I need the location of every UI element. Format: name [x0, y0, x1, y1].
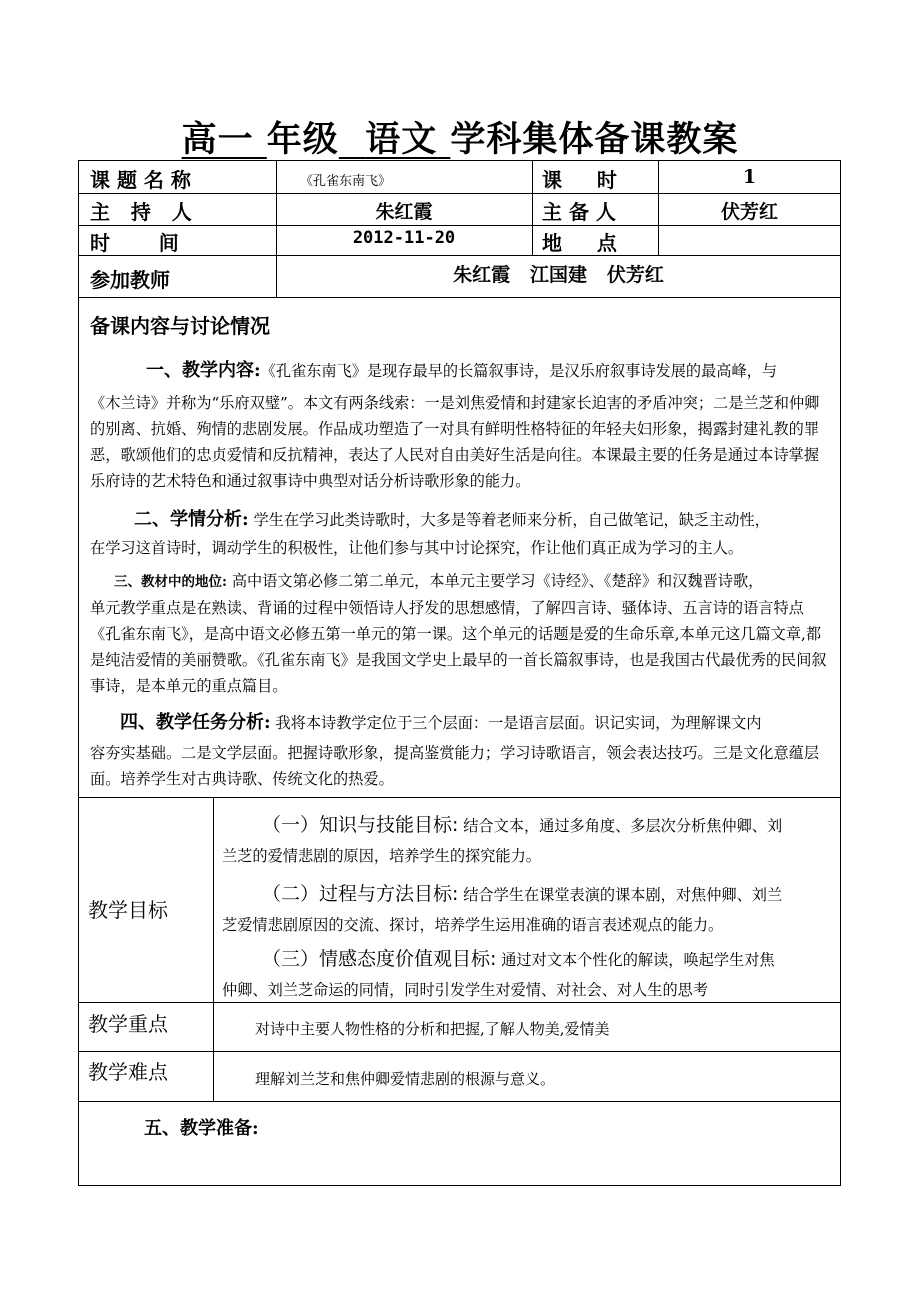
preparer-value: 伏芳红 [720, 201, 778, 223]
teachers-value: 朱红霞 江国建 伏芳红 [453, 264, 664, 286]
difficulties-text: 理解刘兰芝和焦仲卿爱情悲剧的根源与意义。 [255, 1070, 556, 1088]
section-1-heading: 一、教学内容: [146, 360, 261, 381]
section-teaching-content [90, 358, 834, 494]
goal-1-line2: 兰芝的爱情悲剧的原因，培养学生的探究能力。 [222, 847, 541, 865]
goal-3-line1: 通过对文本个性化的解读，唤起学生对焦 [501, 951, 775, 969]
row-divider [78, 797, 841, 798]
section-4-line1: 我将本诗教学定位于三个层面：一是语言层面。识记实词，为理解课文内 [275, 714, 762, 732]
host-value: 朱红霞 [375, 201, 433, 223]
section-2-heading: 二、学情分析: [134, 509, 249, 530]
section-2-line1: 学生在学习此类诗歌时，大多是等着老师来分析，自己做笔记，缺乏主动性， [253, 511, 770, 529]
col-divider [532, 160, 533, 256]
section-4-heading: 四、教学任务分析: [120, 712, 271, 733]
content-heading: 备课内容与讨论情况 [90, 314, 270, 338]
place-label: 地 点 [542, 231, 617, 255]
row-divider [78, 297, 841, 298]
goal-3-line2: 仲卿、刘兰芝命运的同情，同时引发学生对爱情、对社会、对人生的思考 [222, 981, 708, 999]
section-1-body: 《木兰诗》并称为“乐府双璧”。本文有两条线索：一是刘焦爱情和封建家长迫害的矛盾冲突；二是兰芝和仲卿的别离、抗婚、殉情的悲剧发展。作品成功塑造了一对具有鲜明性格特征的年轻夫妇形象，揭露封建礼教的罪恶，歌颂他们的忠贞爱情和反抗精神，表达了人民对自由美好生活是向往。本课最主要的任务是通过本诗掌握乐府诗的艺术特色和通过叙事诗中典型对话分析诗歌形象的能力。 [90, 394, 820, 490]
section-3-line1: 高中语文第必修二第二单元，本单元主要学习《诗经》、《楚辞》和汉魏晋诗歌， [231, 572, 764, 590]
key-points-label: 教学重点 [88, 1012, 168, 1036]
hours-label: 课 时 [542, 168, 617, 192]
goal-2-heading: （二）过程与方法目标: [262, 883, 459, 905]
goal-2-line1: 结合学生在课堂表演的课本剧，对焦仲卿、刘兰 [463, 886, 783, 904]
teachers-label: 参加教师 [90, 268, 170, 292]
section-3-heading: 三、教材中的地位: [114, 574, 227, 590]
goals-label: 教学目标 [88, 898, 168, 922]
section-1-line1: 《孔雀东南飞》是现存最早的长篇叙事诗，是汉乐府叙事诗发展的最高峰，与 [260, 362, 778, 380]
goal-3-heading: （三）情感态度价值观目标: [262, 948, 497, 970]
title-grade: 高一 [181, 119, 254, 160]
host-label: 主 持 人 [90, 200, 192, 224]
difficulties-label: 教学难点 [88, 1060, 168, 1084]
section-2-body: 在学习这首诗时，调动学生的积极性，让他们参与其中讨论探究，作让他们真正成为学习的主人。 [90, 539, 744, 557]
row-divider [78, 1051, 841, 1052]
section-3-body: 单元教学重点是在熟读、背诵的过程中领悟诗人抒发的思想感情，了解四言诗、骚体诗、五言诗的语言特点《孔雀东南飞》，是高中语文必修五第一单元的第一课。这个单元的话题是爱的生命乐章,本单元这几篇文章,都是纯洁爱情的美丽赞歌。《孔雀东南飞》是我国文学史上最早的一首长篇叙事诗，也是我国古代最优秀的民间叙事诗，是本单元的重点篇目。 [90, 599, 827, 695]
hours-value: 1 [742, 166, 757, 188]
section-4-body: 容夯实基础。二是文学层面。把握诗歌形象，提高鉴赏能力；学习诗歌语言，领会表达技巧。三是文化意蕴层面。培养学生对古典诗歌、传统文化的热爱。 [90, 744, 819, 788]
title-subject-suffix: 学科集体备课教案 [450, 119, 739, 160]
row-divider [78, 225, 841, 226]
topic-label: 课 题 名 称 [90, 168, 191, 192]
goal-1-heading: （一）知识与技能目标: [262, 814, 459, 836]
section-textbook-position [90, 568, 834, 699]
row-divider [78, 255, 841, 256]
key-points-text: 对诗中主要人物性格的分析和把握,了解人物美,爱情美 [255, 1020, 610, 1038]
title-grade-suffix: 年级 [266, 119, 339, 160]
col-divider [213, 797, 214, 1102]
title-subject: 语文 [365, 119, 438, 160]
page-title [0, 112, 920, 162]
section-task-analysis [90, 710, 834, 792]
row-divider [78, 1101, 841, 1102]
time-label: 时 间 [90, 231, 179, 255]
preparation-heading: 五、教学准备: [144, 1118, 259, 1139]
goal-2-line2: 芝爱情悲剧原因的交流、探讨，培养学生运用准确的语言表述观点的能力。 [222, 916, 724, 934]
preparer-label: 主 备 人 [542, 200, 616, 224]
row-divider [78, 193, 841, 194]
goal-1-line1: 结合文本，通过多角度、多层次分析焦仲卿、刘 [463, 817, 783, 835]
time-value: 2012-11-20 [352, 228, 456, 248]
section-student-analysis [90, 506, 834, 562]
goals-body [222, 810, 834, 1005]
topic-value: 《孔雀东南飞》 [300, 174, 392, 189]
